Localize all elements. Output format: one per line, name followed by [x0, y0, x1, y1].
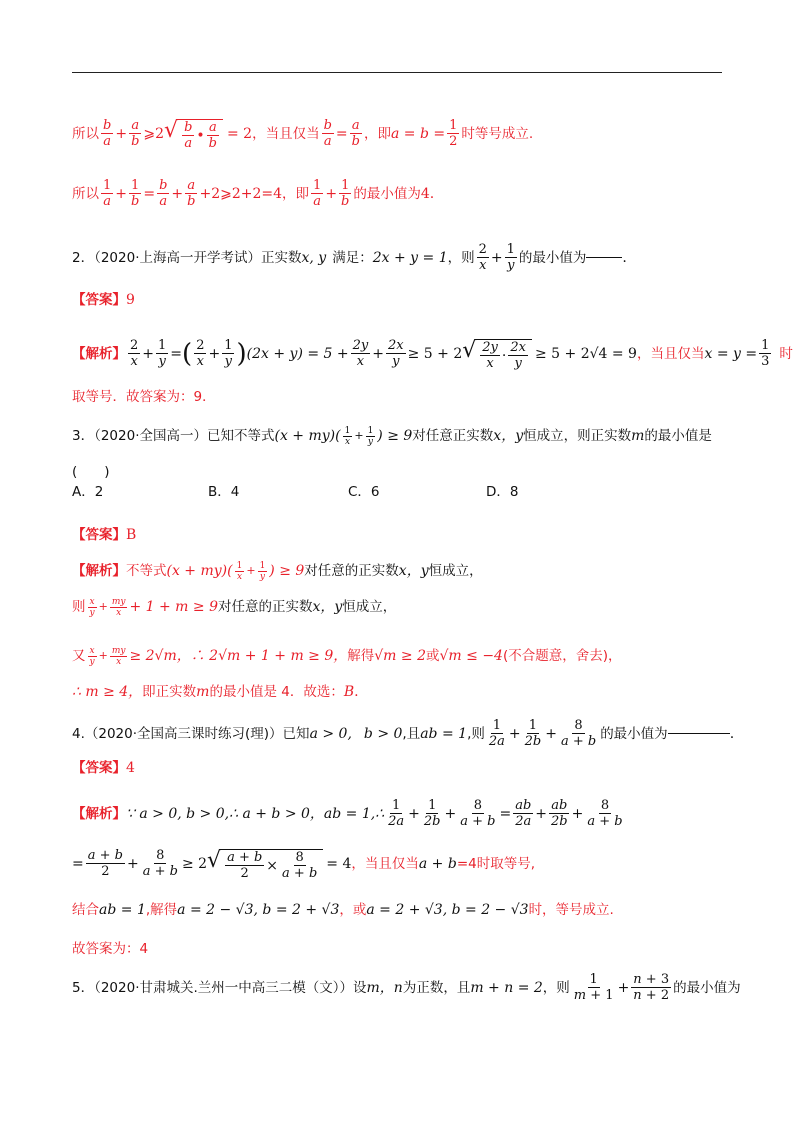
- q2-expr-e: x = y =: [704, 345, 758, 362]
- q4-a5: a + b: [418, 855, 457, 872]
- q5-stem-b: 为正数，且: [402, 979, 471, 996]
- q3-l2d: x，y: [312, 599, 343, 615]
- answer-blank: [668, 733, 730, 734]
- text-so-2: 所以: [72, 185, 99, 202]
- q2-stem-text: 2．（2020·上海高一开学考试）正实数: [72, 249, 302, 266]
- q4-analysis-2: = $\frac{a + b}{2}$ + $\frac{8}{a + b}$ ≥ 2 √ $\frac{a + b}{2}$ × $\frac{8}{a + b}$ = 4 ，当且仅当 a + b =4时取等号,: [72, 848, 536, 881]
- q3-l1c: ) ≥ 9: [269, 563, 305, 579]
- frac-a-over-b: $\frac{a}{b}$: [131, 118, 140, 149]
- q2-end: .: [622, 249, 627, 266]
- q5-cond: m + n = 2: [470, 979, 543, 996]
- q3-xy: x，y: [493, 428, 524, 444]
- q2-expr-a: (2x + y) = 5 +: [246, 345, 349, 362]
- q4-analysis-1: 【解析】 ∵ a > 0, b > 0,∴ a + b > 0，ab = 1,∴ $\frac{1}{2a}$ + $\frac{1}{2b}$ + $\frac{8}{a + b}$ = $\frac{ab}{2a}$ + $\frac{ab}{2b}$ + $\frac{8}{a + b}$: [72, 798, 623, 829]
- q4-a3: = 4: [326, 855, 352, 872]
- q3-l1e: x，y: [398, 563, 429, 579]
- analysis-label: 【解析】: [72, 345, 126, 362]
- q2-expr-b: ≥ 5 + 2: [407, 345, 463, 362]
- q3-stem-b: 对任意正实数: [412, 428, 494, 444]
- q3-l1d: 对任意的正实数: [304, 563, 399, 579]
- q4-b6: a = 2 + √3, b = 2 − √3: [366, 902, 529, 918]
- q4-b7: 时，等号成立.: [528, 902, 614, 918]
- period: .: [429, 185, 435, 202]
- q4-stem: 4.（2020·全国高三课时练习(理)）已知 a > 0, b > 0 ,且 ab = 1 ,则 $\frac{1}{2a}$ + $\frac{1}{2b}$ + $\frac{8}{a + b}$ 的最小值为 .: [72, 718, 735, 749]
- q2-cont-text: 取等号．故答案为：9．: [72, 389, 216, 405]
- q3-analysis-1: 【解析】 不等式 (x + my)( $\frac{1}{x}$ + $\frac{1}{y}$ ) ≥ 9 对任意的正实数 x，y 恒成立，: [72, 560, 483, 582]
- ge-two: ⩾2: [143, 125, 165, 142]
- q4-a1: ∵ a > 0, b > 0,∴ a + b > 0，ab = 1,∴: [126, 805, 385, 822]
- q4-a4: ，当且仅当: [351, 855, 419, 872]
- q3-l3b: ≥ 2√m，∴ 2√m + 1 + m ≥ 9，: [129, 648, 348, 664]
- q3-l2b: + 1 + m ≥ 9: [129, 599, 218, 615]
- answer-label: 【答案】: [72, 760, 126, 776]
- text-ie-2: ，即: [282, 185, 310, 202]
- q3-analysis-4: [72, 680, 359, 704]
- q3-stem-c: 恒成立，则正实数: [523, 428, 632, 444]
- q4-final: [72, 937, 148, 961]
- frac-b-over-a: $\frac{b}{a}$: [103, 118, 112, 149]
- sqrt-product: √ $\frac{b}{a}$ • $\frac{a}{b}$: [164, 116, 223, 151]
- option-c[interactable]: C．6: [348, 484, 380, 500]
- answer-value: 9: [126, 292, 135, 308]
- q4-analysis-3: [72, 898, 614, 922]
- q3-analysis-3: 又 $\frac{x}{y}$ + $\frac{my}{x}$ ≥ 2√m，∴ 2√m + 1 + m ≥ 9， 解得 √m ≥ 2 或 √m ≤ −4 (不合题意，舍去)，: [72, 645, 622, 667]
- solution-line-2: 所以 $\frac{1}{a}$ + $\frac{1}{b}$ = $\frac{b}{a}$ + $\frac{a}{b}$ +2⩾2+2=4 ，即 $\frac{1}{a}$ + $\frac{1}{b}$ 的最小值为 4 .: [72, 178, 435, 209]
- q3-stem-a: 3．（2020·全国高一）已知不等式: [72, 428, 275, 444]
- q4-c1: a > 0,: [309, 725, 352, 742]
- eq-two: = 2: [226, 125, 253, 142]
- header-rule: [72, 72, 722, 73]
- answer-label: 【答案】: [72, 527, 126, 543]
- q2-then: ，则: [447, 249, 475, 266]
- q4-end: .: [729, 725, 735, 742]
- q4-final-text: 故答案为：4: [72, 941, 149, 957]
- q3-paren-text: ( ): [72, 464, 110, 480]
- q3-m: m: [631, 428, 645, 444]
- q2-answer: [72, 288, 135, 312]
- q2-cond-label: 满足：: [332, 249, 373, 266]
- q4-answer: [72, 756, 135, 780]
- q3-l2a: 则: [72, 599, 86, 615]
- analysis-label: 【解析】: [72, 805, 126, 822]
- q3-l4e: B: [343, 684, 355, 700]
- analysis-label: 【解析】: [72, 563, 126, 579]
- answer-value: 4: [126, 760, 135, 776]
- q3-answer: [72, 523, 136, 547]
- q3-l4c: m: [196, 684, 210, 700]
- q2-cont: [72, 385, 216, 409]
- q4-stem-c: ,则: [467, 725, 485, 742]
- q3-l3a: 又: [72, 648, 86, 664]
- q3-l1a: 不等式: [126, 563, 167, 579]
- q3-stem-d: 的最小值是: [644, 428, 712, 444]
- q4-c3: ab = 1: [420, 725, 468, 742]
- q5-stem-c: ，则: [542, 979, 570, 996]
- q3-l3g: (不合题意，舍去)，: [502, 648, 622, 664]
- answer-label: 【答案】: [72, 292, 126, 308]
- q2-expr-f: 时: [779, 345, 793, 362]
- q3-ineq-end: ) ≥ 9: [377, 428, 413, 444]
- text-tail: 时等号成立.: [461, 125, 534, 142]
- q3-l4a: ∴ m ≥ 4，: [72, 684, 143, 700]
- q3-ineq: (x + my)(: [274, 428, 341, 444]
- q4-a6: =4时取等号,: [456, 855, 536, 872]
- q4-b2: ab = 1: [99, 902, 146, 918]
- q3-stem: 3．（2020·全国高一）已知不等式 (x + my)( $\frac{1}{x}$ + $\frac{1}{y}$ ) ≥ 9 对任意正实数 x，y 恒成立，则正实数 m 的最小值是: [72, 425, 712, 447]
- min-value: 4: [420, 185, 430, 202]
- q5-mn: m，n: [366, 979, 403, 996]
- q4-b4: a = 2 − √3, b = 2 + √3: [177, 902, 340, 918]
- q5-stem-d: 的最小值为: [673, 979, 741, 996]
- q2-condition: 2x + y = 1: [372, 249, 448, 266]
- q5-stem-a: 5．（2020·甘肃城关.兰州一中高三二模（文））设: [72, 979, 367, 996]
- q3-l3c: 解得: [347, 648, 375, 664]
- q2-expr-d: ，当且仅当: [636, 345, 705, 362]
- q3-l4f: .: [354, 684, 359, 700]
- q4-c2: b > 0: [363, 725, 403, 742]
- answer-value: B: [126, 527, 137, 543]
- q2-expr-c: ≥ 5 + 2√4 = 9: [534, 345, 637, 362]
- q2-stem: 2．（2020·上海高一开学考试）正实数 x, y 满足： 2x + y = 1 ，则 $\frac{2}{x}$ + $\frac{1}{y}$ 的最小值为 .: [72, 242, 627, 273]
- option-b[interactable]: B．4: [208, 484, 240, 500]
- q4-b3: ,解得: [145, 902, 178, 918]
- q3-l4b: 即正实数: [142, 684, 197, 700]
- option-a[interactable]: A．2: [72, 484, 104, 500]
- q2-ask: 的最小值为: [518, 249, 587, 266]
- q3-l1f: 恒成立，: [428, 563, 483, 579]
- expr-mid: +2⩾2+2=4: [199, 185, 283, 202]
- text-min: 的最小值为: [353, 185, 421, 202]
- q4-b1: 结合: [72, 902, 99, 918]
- q4-stem-a: 4.（2020·全国高三课时练习(理)）已知: [72, 725, 310, 742]
- q3-l3f: √m ≤ −4: [439, 648, 503, 664]
- q4-a2: ≥ 2: [181, 855, 208, 872]
- q2-analysis: 【解析】 $\frac{2}{x}$ + $\frac{1}{y}$ = ( $\frac{2}{x}$ + $\frac{1}{y}$ ) (2x + y) = 5 + $\frac{2y}{x}$ + $\frac{2x}{y}$ ≥ 5 + 2 √ $\frac{2y}{x}$ · $\frac{2x}{y}$ ≥ 5 + 2√4 = 9 ，当且仅当 x = y = $\frac{1}{3}$ 时: [72, 338, 793, 371]
- text-ie: ，即: [363, 125, 391, 142]
- a-eq-b: a = b =: [390, 125, 446, 142]
- answer-blank: [586, 257, 622, 258]
- frac-one-half: $\frac{1}{2}$: [449, 118, 458, 149]
- solution-line-1: 所以 $\frac{b}{a}$ + $\frac{a}{b}$ ⩾2 √ $\frac{b}{a}$ • $\frac{a}{b}$ = 2 ，当且仅当 $\frac{b}{a}$ = $\frac{a}{b}$ ，即 a = b = $\frac{1}{2}$ 时等号成立.: [72, 118, 534, 151]
- text-so: 所以: [72, 125, 99, 142]
- q3-l1b: (x + my)(: [166, 563, 233, 579]
- q3-l4d: 的最小值是 4．故选：: [209, 684, 344, 700]
- q3-l3d: √m ≥ 2: [374, 648, 426, 664]
- q3-l2c: 对任意的正实数: [217, 599, 313, 615]
- q2-vars: x, y: [301, 249, 327, 266]
- text-when: ，当且仅当: [252, 125, 320, 142]
- q3-l2e: 恒成立，: [342, 599, 397, 615]
- q4-b5: ，或: [339, 902, 367, 918]
- q4-stem-d: 的最小值为: [600, 725, 668, 742]
- q5-stem: 5．（2020·甘肃城关.兰州一中高三二模（文））设 m，n 为正数，且 m + n = 2 ，则 $\frac{1}{m + 1}$ + $\frac{n + 3}{n + 2}$ 的最小值为: [72, 972, 741, 1003]
- q3-analysis-2: 则 $\frac{x}{y}$ + $\frac{my}{x}$ + 1 + m ≥ 9 对任意的正实数 x，y 恒成立，: [72, 596, 397, 618]
- q3-l3e: 或: [426, 648, 440, 664]
- q4-stem-b: ,且: [402, 725, 421, 742]
- option-d[interactable]: D．8: [486, 484, 519, 500]
